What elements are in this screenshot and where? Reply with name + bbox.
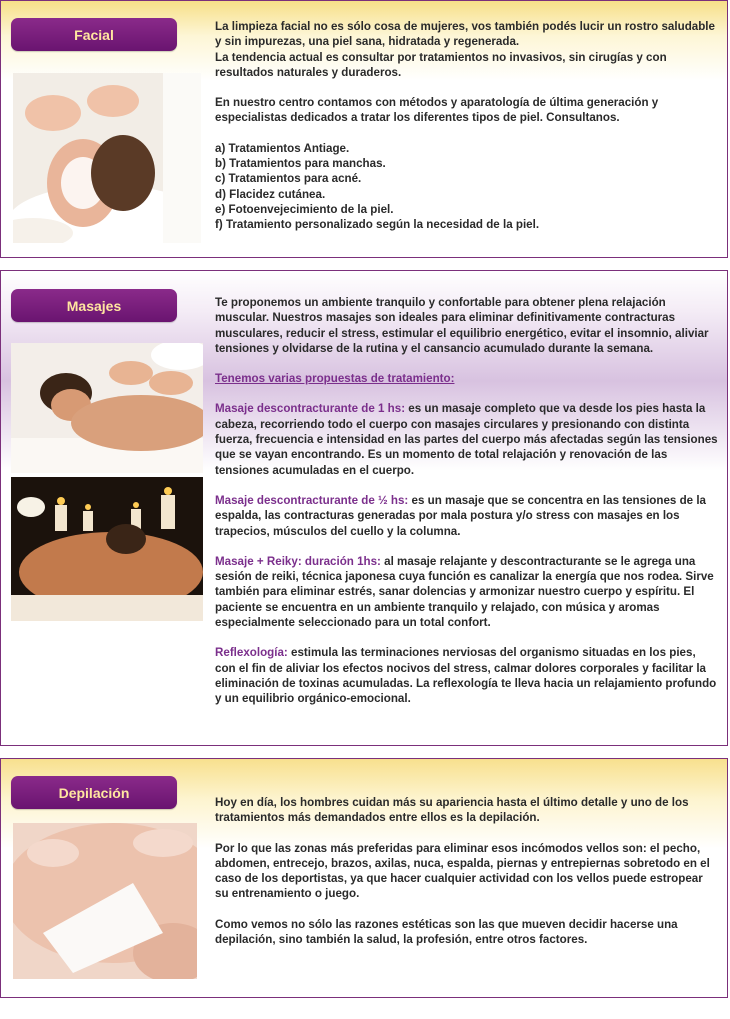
facial-treatment-list bbox=[215, 141, 719, 233]
depilacion-title-button[interactable] bbox=[11, 776, 177, 809]
masajes-item-1 bbox=[215, 401, 719, 477]
depilacion-paragraph-3: Como vemos no sólo las razones estéticas son las que mueven decidir hacerse una depilación, sino también la salud, la profesión, entre otros factores. bbox=[215, 917, 678, 947]
list-item: d) Flacidez cutánea. bbox=[215, 187, 326, 201]
candle-massage-photo bbox=[11, 477, 203, 621]
list-item: b) Tratamientos para manchas. bbox=[215, 157, 386, 171]
masajes-item-text: es un masaje completo que va desde los pies hasta la cabeza, recorriendo todo el cuerpo con masajes circulares y presionando con distinta fuerza, frecuencia e intensidad en las partes del cuerpo más afectadas según las tensiones que se vayan encontrando. Es un momento de total relajación y renovación de las tensiones acumuladas en el cuerpo. bbox=[215, 402, 718, 477]
facial-paragraph-3: En nuestro centro contamos con métodos y aparatología de última generación y especialistas dedicados a tratar los diferentes tipos de piel. Consultanos. bbox=[215, 96, 659, 125]
masajes-title-button[interactable] bbox=[11, 289, 177, 322]
masajes-item-4 bbox=[215, 645, 719, 706]
masajes-item-name: Masaje descontracturante de ½ hs: bbox=[215, 493, 409, 507]
facial-text bbox=[215, 19, 719, 233]
depilacion-text bbox=[215, 795, 719, 962]
depilacion-title: Depilación bbox=[58, 784, 130, 801]
masajes-item-2 bbox=[215, 493, 719, 539]
back-massage-photo bbox=[11, 343, 203, 473]
waxing-photo bbox=[13, 823, 197, 979]
masajes-item-text: es un masaje que se concentra en las tensiones de la espalda, las contracturas generadas por mala postura y/o stress con masajes en los trapecios, músculos del cuello y la columna. bbox=[215, 493, 706, 538]
masajes-subtitle: Tenemos varias propuestas de tratamiento: bbox=[215, 372, 455, 386]
masajes-item-text: al masaje relajante y descontracturante se le agrega una sesión de reiki, técnica japonesa cuya función es canalizar la energía que nos rodea. Sirve también para eliminar estrés, sanar dolencias y armonizar nuestro cuerpo y espíritu. El paciente se encuentra en un ambiente tranquilo y relajado, con música y aromas especialmente seleccionado para un total confort. bbox=[215, 554, 714, 630]
depilacion-section bbox=[0, 758, 728, 998]
masajes-item-3 bbox=[215, 554, 719, 630]
masajes-title: Masajes bbox=[66, 297, 122, 314]
masajes-intro: Te proponemos un ambiente tranquilo y confortable para obtener plena relajación muscular. Nuestros masajes son ideales para eliminar definitivamente contracturas musculares, reducir el stress, estimular el equilibrio energético, evitar el insomnio, aliviar tensiones y olvidarse de la rutina y el cansancio acumulado durante la semana. bbox=[215, 296, 709, 355]
masajes-item-name: Masaje descontracturante de 1 hs: bbox=[215, 402, 406, 416]
facial-paragraph-2: La tendencia actual es consultar por tratamientos no invasivos, sin cirugías y con resultados naturales y duraderos. bbox=[215, 50, 667, 79]
list-item: c) Tratamientos para acné. bbox=[215, 172, 362, 186]
facial-section bbox=[0, 0, 728, 258]
facial-title: Facial bbox=[74, 26, 114, 43]
list-item: e) Fotoenvejecimiento de la piel. bbox=[215, 202, 394, 216]
depilacion-paragraph-2: Por lo que las zonas más preferidas para eliminar esos incómodos vellos son: el pecho, abdomen, entrecejo, brazos, axilas, nuca, espalda, piernas y entrepiernas sobretodo en el caso de los deportistas, ya que hacer cualquier actividad con los vellos puede estropear su entrenamiento o juego. bbox=[215, 841, 710, 901]
masajes-item-name: Masaje + Reiky: duración 1hs: bbox=[215, 554, 381, 568]
depilacion-paragraph-1: Hoy en día, los hombres cuidan más su apariencia hasta el último detalle y uno de los tratamientos más demandados entre ellos es la depilación. bbox=[215, 796, 689, 825]
list-item: f) Tratamiento personalizado según la necesidad de la piel. bbox=[215, 218, 540, 232]
masajes-section bbox=[0, 270, 728, 746]
facial-title-button[interactable] bbox=[11, 18, 177, 51]
masajes-text bbox=[215, 295, 719, 722]
facial-treatment-photo bbox=[13, 73, 201, 243]
list-item: a) Tratamientos Antiage. bbox=[215, 141, 350, 155]
masajes-item-name: Reflexología: bbox=[215, 646, 288, 660]
facial-paragraph-1: La limpieza facial no es sólo cosa de mujeres, vos también podés lucir un rostro saludable y sin impurezas, una piel sana, hidratada y regenerada. bbox=[215, 20, 715, 49]
masajes-item-text: estimula las terminaciones nerviosas del organismo situadas en los pies, con el fin de aliviar los efectos nocivos del stress, calmar dolores corporales y facilitar la eliminación de toxinas acumuladas. La reflexología te lleva hacia un relajamiento profundo y un equilibrio orgánico-emocional. bbox=[215, 646, 717, 706]
